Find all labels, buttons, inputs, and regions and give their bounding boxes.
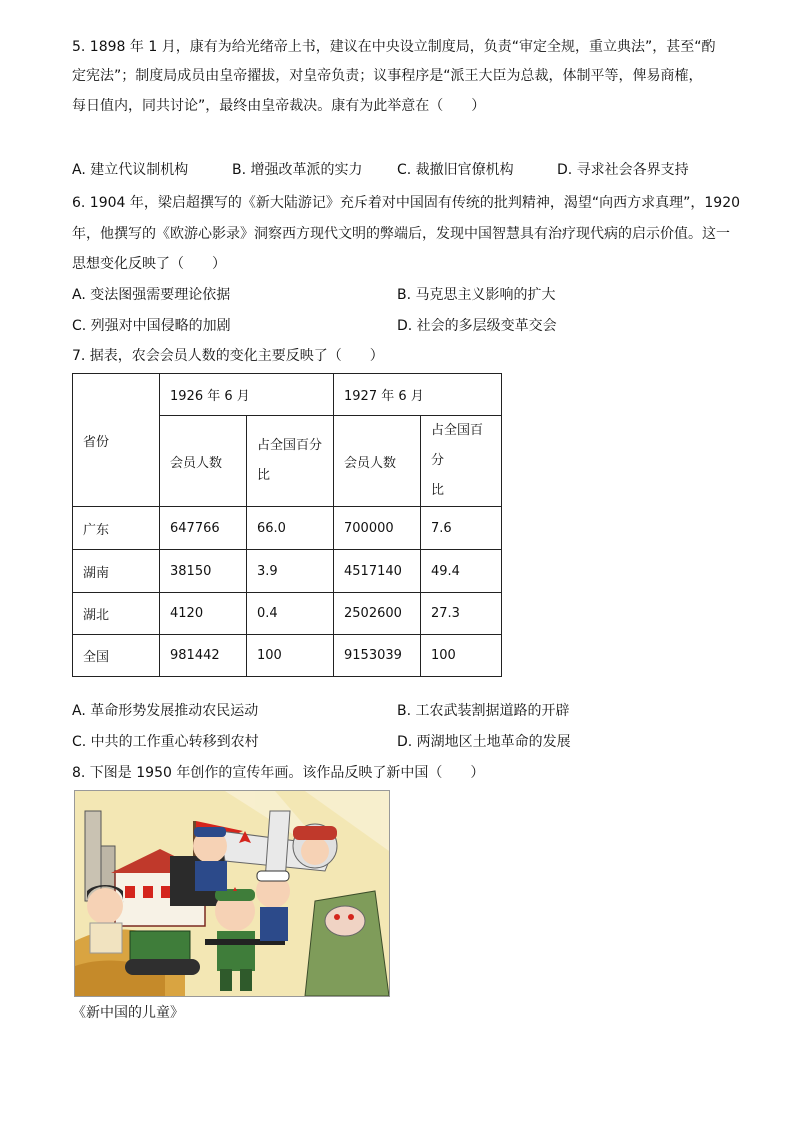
cell-members-1927: 700000	[334, 507, 421, 550]
header-percent-1927: 占全国百分 比	[421, 416, 502, 507]
q6-stem-line-3: 思想变化反映了（ ）	[72, 256, 226, 272]
header-province: 省份	[73, 374, 160, 507]
cell-percent-1926: 66.0	[247, 507, 334, 550]
table-row	[73, 593, 502, 635]
q8-stem: 8. 下图是 1950 年创作的宣传年画。该作品反映了新中国（ ）	[72, 765, 485, 781]
q5-option-d[interactable]: D. 寻求社会各界支持	[557, 162, 689, 178]
cell-percent-1927: 49.4	[421, 550, 502, 593]
q6-option-a[interactable]: A. 变法图强需要理论依据	[72, 287, 231, 303]
q7-option-c[interactable]: C. 中共的工作重心转移到农村	[72, 734, 259, 750]
poster-caption: 《新中国的儿童》	[72, 1005, 184, 1021]
header-percent-1926: 占全国百分 比	[247, 416, 334, 507]
membership-table	[72, 373, 502, 677]
header-period-1926: 1926 年 6 月	[160, 374, 334, 416]
q5-stem-line-2: 定宪法”；制度局成员由皇帝擢拔，对皇帝负责；议事程序是“派王大臣为总裁，体制平等，俾易商榷，	[72, 68, 703, 84]
q5-option-a[interactable]: A. 建立代议制机构	[72, 162, 189, 178]
cell-members-1926: 981442	[160, 635, 247, 677]
cell-percent-1926: 100	[247, 635, 334, 677]
cell-percent-1927: 7.6	[421, 507, 502, 550]
cell-percent-1926: 0.4	[247, 593, 334, 635]
q6-option-c[interactable]: C. 列强对中国侵略的加剧	[72, 318, 231, 334]
q6-option-b[interactable]: B. 马克思主义影响的扩大	[397, 287, 556, 303]
q7-option-b[interactable]: B. 工农武装割据道路的开辟	[397, 703, 570, 719]
cell-percent-1927: 100	[421, 635, 502, 677]
cell-province: 湖北	[73, 593, 160, 635]
cell-members-1927: 9153039	[334, 635, 421, 677]
q6-stem-line-1: 6. 1904 年，梁启超撰写的《新大陆游记》充斥着对中国固有传统的批判精神，渴望“向西方求真理”，1920	[72, 195, 741, 211]
table-row	[73, 550, 502, 593]
table-row	[73, 507, 502, 550]
q7-option-a[interactable]: A. 革命形势发展推动农民运动	[72, 703, 259, 719]
header-period-1927: 1927 年 6 月	[334, 374, 502, 416]
q5-option-b[interactable]: B. 增强改革派的实力	[232, 162, 363, 178]
cell-members-1926: 4120	[160, 593, 247, 635]
cell-members-1927: 2502600	[334, 593, 421, 635]
cell-percent-1926: 3.9	[247, 550, 334, 593]
q7-stem: 7. 据表，农会会员人数的变化主要反映了（ ）	[72, 348, 384, 364]
q5-option-c[interactable]: C. 裁撤旧官僚机构	[397, 162, 514, 178]
cell-province: 湖南	[73, 550, 160, 593]
cell-province: 广东	[73, 507, 160, 550]
q6-stem-line-2: 年，他撰写的《欧游心影录》洞察西方现代文明的弊端后，发现中国智慧具有治疗现代病的启示价值。这一	[72, 226, 730, 242]
q5-stem-line-1: 5. 1898 年 1 月，康有为给光绪帝上书，建议在中央设立制度局，负责“审定全规，重立典法”，甚至“酌	[72, 39, 716, 55]
q6-option-d[interactable]: D. 社会的多层级变革交会	[397, 318, 557, 334]
cell-percent-1927: 27.3	[421, 593, 502, 635]
q7-option-d[interactable]: D. 两湖地区土地革命的发展	[397, 734, 571, 750]
cell-members-1926: 38150	[160, 550, 247, 593]
cell-members-1926: 647766	[160, 507, 247, 550]
poster-illustration	[75, 791, 389, 996]
propaganda-poster-image	[74, 790, 390, 997]
q5-stem-line-3: 每日值内，同共讨论”，最终由皇帝裁决。康有为此举意在（ ）	[72, 98, 486, 114]
table-row	[73, 635, 502, 677]
header-members-1926: 会员人数	[160, 416, 247, 507]
header-members-1927: 会员人数	[334, 416, 421, 507]
cell-members-1927: 4517140	[334, 550, 421, 593]
cell-province: 全国	[73, 635, 160, 677]
